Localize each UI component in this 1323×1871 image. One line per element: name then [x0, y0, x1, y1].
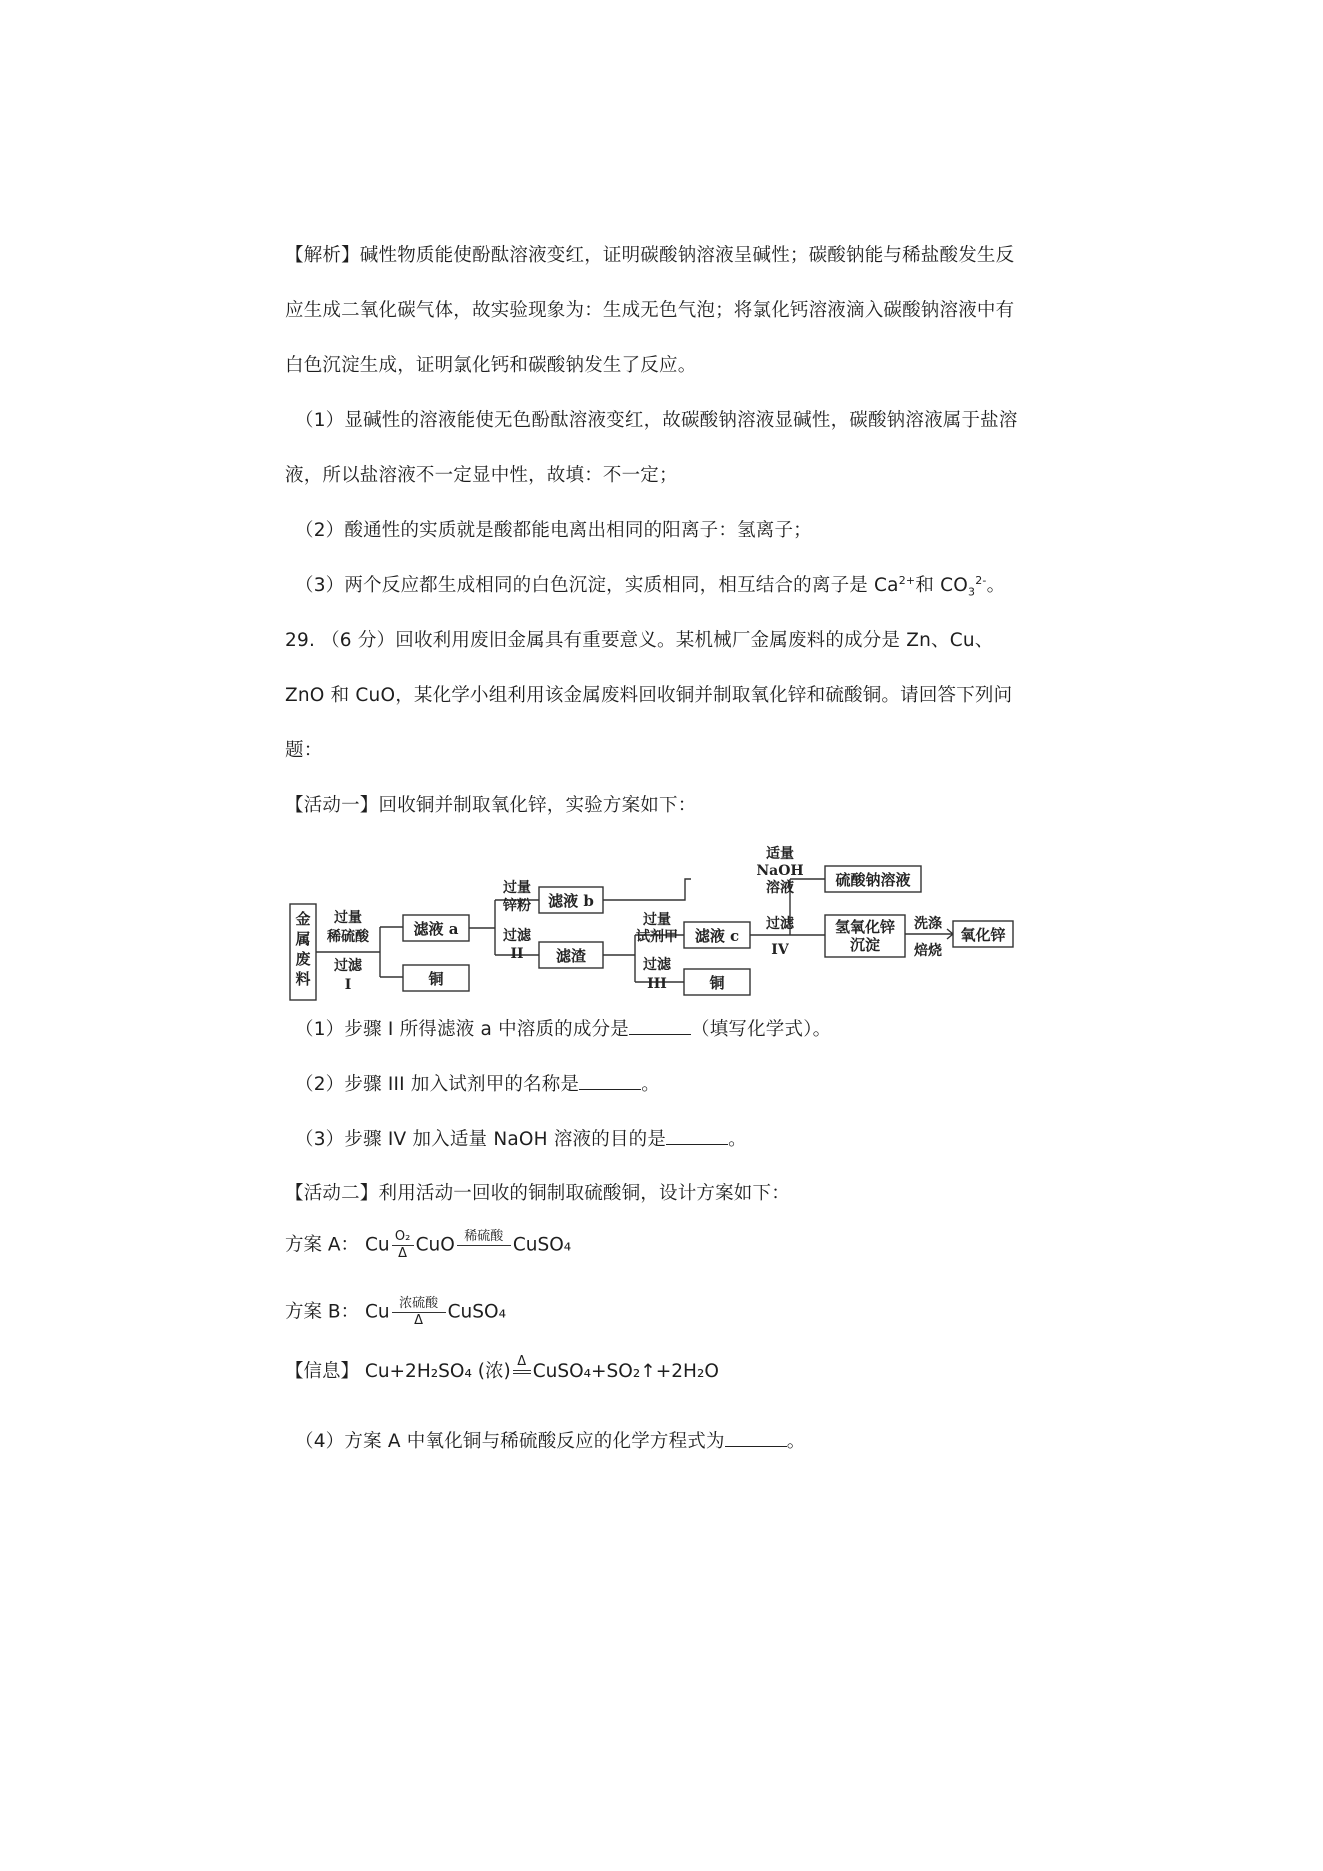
step5-label-top: 洗涤 — [914, 916, 942, 932]
step3-label-bottom: 过滤 — [643, 957, 671, 973]
analysis-line-ions: （3）两个反应都生成相同的白色沉淀，实质相同，相互结合的离子是 $Ca^{2+}$和 $CO_3^{2-}$。 — [295, 573, 1006, 599]
answer-blank[interactable] — [629, 1016, 691, 1035]
plan-a-equation: 方案 A： Cu $\frac{\text{O₂}}{\Delta}$ CuO 稀硫酸 CuSO₄ — [285, 1229, 572, 1261]
analysis-line: 【解析】碱性物质能使酚酞溶液变红，证明碳酸钠溶液呈碱性；碳酸钠能与稀盐酸发生反 — [285, 245, 1015, 266]
step4-label-top: 溶液 — [766, 880, 794, 896]
reaction-arrow: $\frac{\text{O₂}}{\Delta}$ — [392, 1230, 414, 1261]
filtrate-a-label: 滤液 a — [413, 920, 459, 938]
metal-waste-char: 料 — [295, 970, 311, 988]
step4-label-top: NaOH — [756, 863, 804, 879]
analysis-line: 应生成二氧化碳气体，故实验现象为：生成无色气泡；将氯化钙溶液滴入碳酸钠溶液中有 — [285, 300, 1015, 321]
analysis-line: 白色沉淀生成，证明氯化钙和碳酸钠发生了反应。 — [285, 355, 697, 376]
residue-label: 滤渣 — [555, 947, 587, 965]
activity1-heading: 【活动一】回收铜并制取氧化锌，实验方案如下： — [285, 795, 697, 816]
step1-label-top: 稀硫酸 — [327, 929, 369, 945]
step1-label-bottom: I — [344, 977, 352, 993]
analysis-line: 液，所以盐溶液不一定显中性，故填：不一定； — [285, 465, 678, 486]
question-3: （3）步骤 IV 加入适量 NaOH 溶液的目的是 。 — [295, 1126, 1055, 1153]
step1-label-top: 过量 — [334, 910, 362, 926]
metal-waste-char: 属 — [295, 930, 311, 948]
step3-label-bottom: III — [647, 976, 667, 992]
question-4: （4）方案 A 中氧化铜与稀硫酸反应的化学方程式为 。 — [295, 1428, 1055, 1455]
question-line: 29. （6 分）回收利用废旧金属具有重要意义。某机械厂金属废料的成分是 Zn、Cu、 — [285, 630, 994, 651]
zinc-hydroxide-label: 沉淀 — [849, 936, 881, 954]
question-2: （2）步骤 III 加入试剂甲的名称是 。 — [295, 1071, 1055, 1098]
process-flowchart — [285, 842, 1025, 1012]
zinc-oxide-label: 氧化锌 — [960, 926, 1006, 944]
info-equation: 【信息】 Cu+2H₂SO₄ (浓) Δ CuSO₄+SO₂↑+2H₂O — [285, 1355, 719, 1389]
question-line: ZnO 和 CuO，某化学小组利用该金属废料回收铜并制取氧化锌和硫酸铜。请回答下列问 — [285, 685, 1013, 706]
filtrate-b-label: 滤液 b — [548, 892, 594, 910]
answer-blank[interactable] — [666, 1126, 728, 1145]
question-1: （1）步骤 I 所得滤液 a 中溶质的成分是 （填写化学式）。 — [295, 1016, 1055, 1043]
step4-label-bottom: IV — [771, 942, 789, 958]
analysis-line: （1）显碱性的溶液能使无色酚酞溶液变红，故碳酸钠溶液显碱性，碳酸钠溶液属于盐溶 — [295, 410, 1018, 431]
reaction-arrow: 稀硫酸 — [457, 1230, 511, 1261]
activity2-heading: 【活动二】利用活动一回收的铜制取硫酸铜，设计方案如下： — [285, 1183, 790, 1204]
filtrate-b-to-step4-connector — [603, 879, 691, 900]
zinc-hydroxide-label: 氢氧化锌 — [834, 918, 896, 936]
reaction-arrow: 浓硫酸 Δ — [392, 1297, 446, 1328]
copper2-label: 铜 — [709, 974, 725, 992]
question-line: 题： — [285, 740, 323, 761]
step4-label-top: 适量 — [766, 846, 794, 862]
metal-waste-char: 废 — [295, 950, 311, 968]
step4-label-bottom: 过滤 — [766, 916, 794, 932]
step2-label-bottom: 过滤 — [503, 928, 531, 944]
metal-waste-char: 金 — [295, 910, 311, 928]
step1-label-bottom: 过滤 — [334, 958, 362, 974]
analysis-line: （2）酸通性的实质就是酸都能电离出相同的阳离子：氢离子； — [295, 520, 812, 541]
step3-label-top: 试剂甲 — [636, 929, 678, 945]
sodium-sulfate-label: 硫酸钠溶液 — [835, 871, 911, 889]
step3-label-top: 过量 — [643, 912, 671, 928]
step2-label-top: 锌粉 — [503, 898, 531, 914]
reaction-equals: Δ — [513, 1355, 531, 1389]
answer-blank[interactable] — [579, 1071, 641, 1090]
filtrate-c-label: 滤液 c — [694, 927, 740, 945]
step2-label-top: 过量 — [503, 880, 531, 896]
step5-label-bottom: 焙烧 — [914, 943, 942, 959]
answer-blank[interactable] — [725, 1428, 787, 1447]
copper1-label: 铜 — [428, 970, 444, 988]
step2-label-bottom: II — [510, 946, 524, 962]
plan-b-equation: 方案 B： Cu 浓硫酸 Δ CuSO₄ — [285, 1296, 506, 1328]
